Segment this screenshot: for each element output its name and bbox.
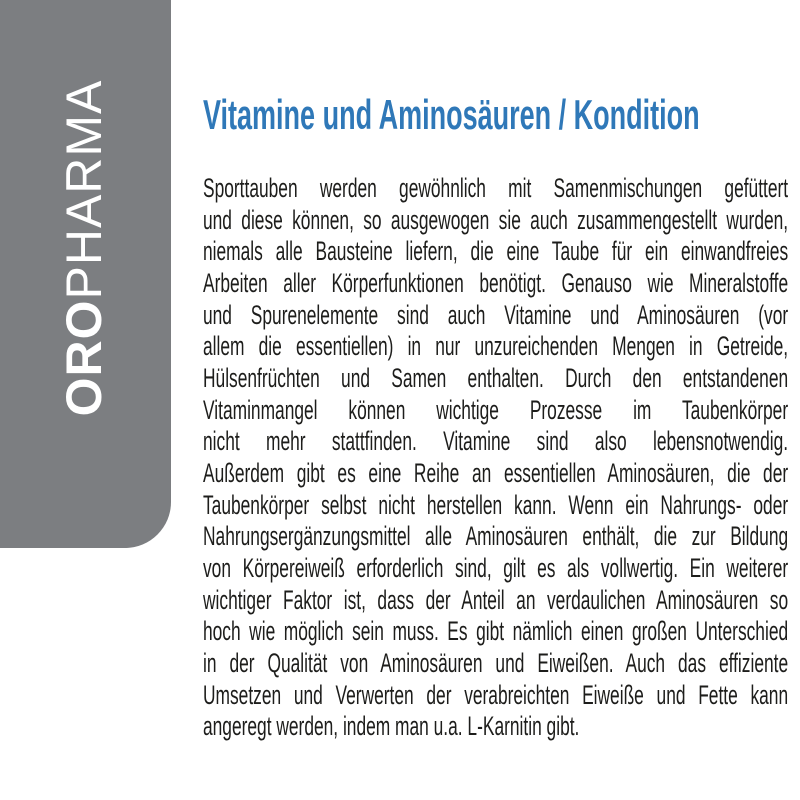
body-text-line: Hülsenfrüchten und Samen enthalten. Durch den entstandenen (203, 362, 789, 393)
body-text-line: nicht mehr stattfinden. Vitamine sind also lebensnotwendig. (203, 426, 789, 457)
brand-logo (55, 78, 113, 418)
body-text-line: wichtiger Faktor ist, dass der Anteil an verdaulichen Aminosäuren so (203, 584, 789, 615)
body-text-line: Taubenkörper selbst nicht herstellen kann. Wenn ein Nahrungs- oder (203, 489, 789, 520)
body-text-line: Vitaminmangel können wichtige Prozesse im Taubenkörper (203, 394, 789, 425)
body-text-line: hoch wie möglich sein muss. Es gibt nämlich einen großen Unterschied (203, 616, 789, 647)
body-text-line: Sporttauben werden gewöhnlich mit Samenmischungen gefüttert (203, 173, 789, 203)
article-title: Vitamine und Aminosäuren / Kondition (203, 91, 700, 138)
body-text-line: angeregt werden, indem man u.a. L-Karnitin gibt. (203, 711, 580, 742)
brand-logo-oro: ORO (56, 299, 112, 417)
body-text-line: niemals alle Bausteine liefern, die eine Taube für ein einwandfreies (203, 236, 789, 267)
body-text-line: Umsetzen und Verwerten der verabreichten Eiweiße und Fette kann (203, 679, 789, 710)
body-text-line: von Körpereiweiß erforderlich sind, gilt es als vollwertig. Ein weiterer (203, 552, 789, 583)
body-text-line: allem die essentiellen) in nur unzureichenden Mengen in Getreide, (203, 331, 789, 362)
body-text-line: Außerdem gibt es eine Reihe an essentiellen Aminosäuren, die der (203, 457, 789, 488)
body-text-line: Arbeiten aller Körperfunktionen benötigt. Genauso wie Mineralstoffe (203, 267, 789, 298)
body-text-line: in der Qualität von Aminosäuren und Eiweißen. Auch das effiziente (203, 647, 789, 678)
brand-logo-pharma: PHARMA (56, 79, 112, 300)
body-text-line: Nahrungsergänzungsmittel alle Aminosäuren enthält, die zur Bildung (203, 521, 789, 552)
body-text-line: und Spurenelemente sind auch Vitamine und Aminosäuren (vor (203, 299, 789, 330)
brand-sidebar-tab (0, 0, 171, 548)
article-body (203, 173, 788, 743)
body-text-line: und diese können, so ausgewogen sie auch zusammengestellt wurden, (203, 204, 789, 235)
